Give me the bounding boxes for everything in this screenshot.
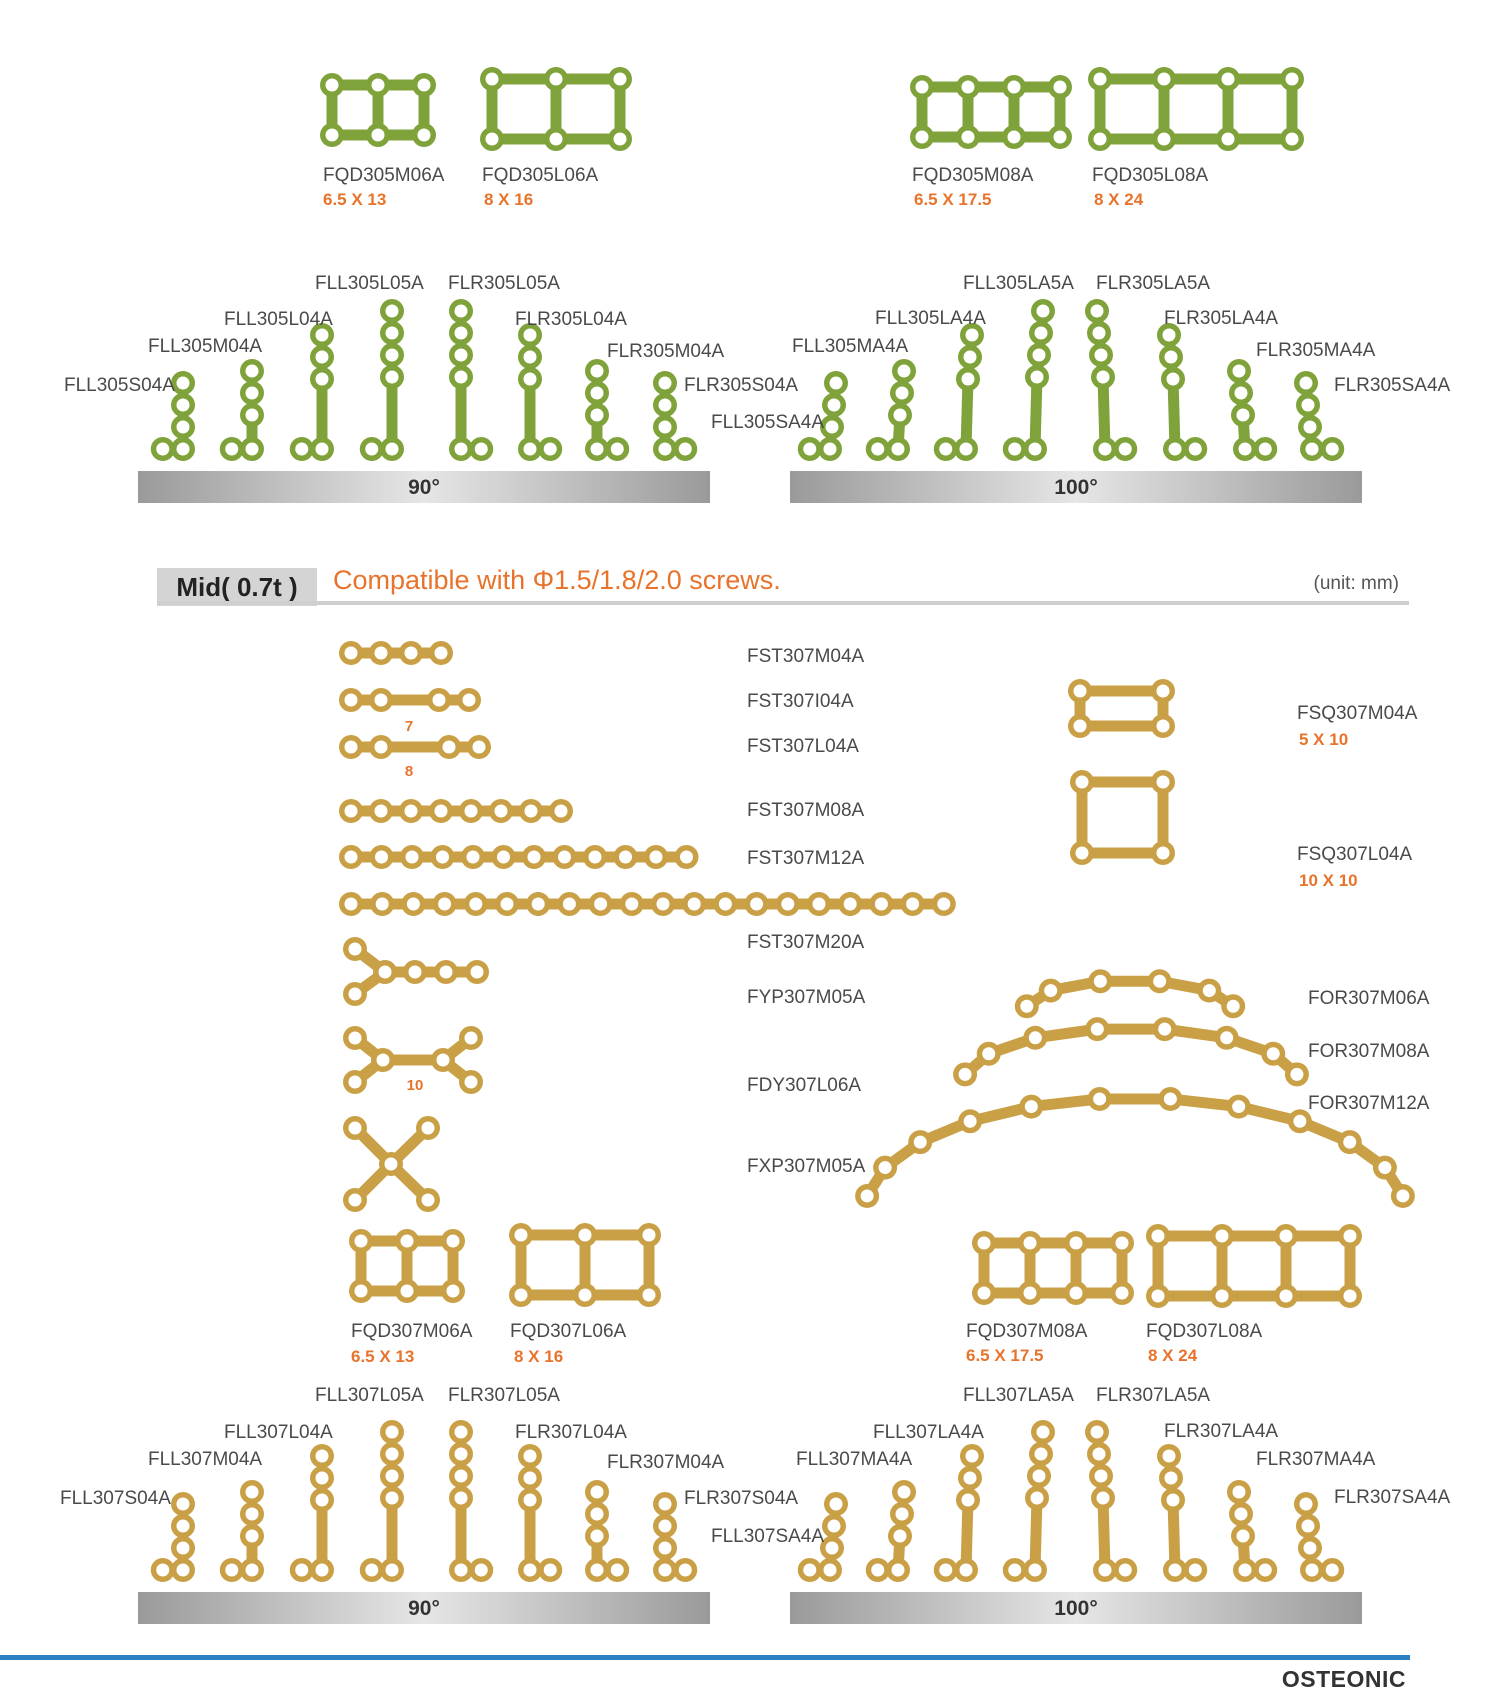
part-code: FLR307L05A — [448, 1385, 560, 1406]
part-code: FYP307M05A — [747, 987, 866, 1008]
part-dimension: 6.5 X 13 — [323, 190, 387, 209]
part-code: FLL305LA4A — [875, 308, 986, 329]
part-code: FQD307M06A — [351, 1321, 473, 1342]
part-code: FSQ307L04A — [1297, 844, 1413, 865]
part-code: FLR305LA4A — [1164, 308, 1279, 329]
part-code: FLR307LA4A — [1164, 1421, 1279, 1442]
part-code: FDY307L06A — [747, 1075, 862, 1096]
gold-l90-2 — [290, 1444, 334, 1582]
part-code: FLL307L04A — [224, 1422, 333, 1443]
part-code: FLR305L05A — [448, 273, 560, 294]
part-code: FST307I04A — [747, 691, 854, 712]
gold-l90-6 — [585, 1480, 629, 1582]
plate-fst307m08a — [339, 799, 573, 823]
green-l90-1 — [220, 359, 264, 461]
gold-l90-5 — [518, 1444, 562, 1582]
angle-label-90: 90° — [408, 476, 440, 499]
part-code: FST307M04A — [747, 646, 865, 667]
part-code: FQD307L08A — [1146, 1321, 1263, 1342]
part-code: FLL307M04A — [148, 1449, 263, 1470]
part-code: FLR307MA4A — [1256, 1449, 1376, 1470]
plate-fqd305l08a — [1088, 67, 1304, 151]
plate-fst307l04a — [339, 735, 491, 759]
section-divider — [157, 601, 1409, 605]
part-code: FST307L04A — [747, 736, 859, 757]
plate-fqd307m06a — [349, 1229, 465, 1303]
angle-label-100: 100° — [1054, 476, 1098, 499]
part-dimension: 8 X 24 — [1148, 1346, 1198, 1365]
green-l100-2 — [934, 323, 984, 461]
part-dimension: 8 X 24 — [1094, 190, 1144, 209]
part-code: FLL305MA4A — [792, 336, 909, 357]
gold-l90-3 — [360, 1420, 404, 1582]
part-code: FLL305SA4A — [711, 412, 825, 433]
unit-note: (unit: mm) — [1313, 573, 1399, 594]
plate-fst307m12a — [339, 845, 699, 869]
gold-l90-1 — [220, 1480, 264, 1582]
part-code: FLL307LA5A — [963, 1385, 1074, 1406]
part-code: FLR305SA4A — [1334, 375, 1451, 396]
part-code: FLR307LA5A — [1096, 1385, 1211, 1406]
part-code: FQD305L06A — [482, 165, 599, 186]
angle-label-100: 100° — [1054, 1597, 1098, 1620]
gap-dimension: 10 — [406, 1077, 424, 1094]
plate-fst307i04a — [339, 688, 481, 712]
part-code: FLR307L04A — [515, 1422, 627, 1443]
part-code: FQD305L08A — [1092, 165, 1209, 186]
gold-l100-5 — [1157, 1444, 1207, 1582]
part-code: FLR305L04A — [515, 309, 627, 330]
part-dimension: 6.5 X 17.5 — [914, 190, 992, 209]
part-dimension: 6.5 X 13 — [351, 1347, 415, 1366]
plate-fqd307l06a — [509, 1223, 661, 1307]
part-code: FST307M20A — [747, 932, 865, 953]
plate-fqd305m08a — [910, 75, 1072, 149]
part-code: FLR307M04A — [607, 1452, 725, 1473]
plate-fyp307m05a — [343, 937, 489, 1006]
gap-dimension: 7 — [404, 718, 414, 735]
part-code: FLL307SA4A — [711, 1526, 825, 1547]
green-l100-5 — [1157, 323, 1207, 461]
plate-fqd305m06a — [320, 73, 436, 147]
green-l90-5 — [518, 323, 562, 461]
part-code: FXP307M05A — [747, 1156, 866, 1177]
gold-l100-4 — [1085, 1420, 1137, 1582]
part-code: FSQ307M04A — [1297, 703, 1418, 724]
gold-l100-2 — [934, 1444, 984, 1582]
section-title: Mid( 0.7t ) — [157, 568, 317, 606]
section-note: Compatible with Φ1.5/1.8/2.0 screws. — [333, 565, 781, 595]
part-code: FLR305MA4A — [1256, 340, 1376, 361]
plate-fsq307l04a — [1070, 770, 1175, 865]
gold-l90-4 — [449, 1420, 493, 1582]
green-l100-6 — [1227, 359, 1277, 461]
part-code: FLL307L05A — [315, 1385, 424, 1406]
plate-fqd307m08a — [972, 1231, 1134, 1305]
part-code: FLL305L05A — [315, 273, 424, 294]
part-code: FLR307S04A — [684, 1488, 799, 1509]
plate-fsq307m04a — [1068, 679, 1175, 738]
part-code: FLL307LA4A — [873, 1422, 984, 1443]
green-l90-3 — [360, 299, 404, 461]
part-dimension: 8 X 16 — [514, 1347, 564, 1366]
part-code: FQD305M08A — [912, 165, 1034, 186]
part-code: FQD307M08A — [966, 1321, 1088, 1342]
part-code: FLL305LA5A — [963, 273, 1074, 294]
part-code: FOR307M12A — [1308, 1093, 1430, 1114]
part-code: FLL305L04A — [224, 309, 333, 330]
green-l100-1 — [866, 359, 916, 461]
part-code: FLR307SA4A — [1334, 1487, 1451, 1508]
part-dimension: 5 X 10 — [1299, 730, 1349, 749]
part-code: FQD307L06A — [510, 1321, 627, 1342]
plate-fqd307l08a — [1146, 1224, 1362, 1308]
part-code: FLR305M04A — [607, 341, 725, 362]
part-code: FLL305M04A — [148, 336, 263, 357]
part-code: FLR305S04A — [684, 375, 799, 396]
part-code: FLR305LA5A — [1096, 273, 1211, 294]
angle-label-90: 90° — [408, 1597, 440, 1620]
gap-dimension: 8 — [404, 763, 414, 780]
footer-line — [0, 1655, 1410, 1660]
part-code: FLL307S04A — [60, 1488, 171, 1509]
part-code: FOR307M08A — [1308, 1041, 1430, 1062]
part-code: FST307M08A — [747, 800, 865, 821]
plate-fst307m04a — [339, 641, 453, 665]
part-code: FLL305S04A — [64, 375, 175, 396]
part-code: FLL307MA4A — [796, 1449, 913, 1470]
green-l90-6 — [585, 359, 629, 461]
part-dimension: 6.5 X 17.5 — [966, 1346, 1044, 1365]
plate-fqd305l06a — [480, 67, 632, 151]
green-l100-4 — [1085, 299, 1137, 461]
plate-fxp307m05a — [343, 1116, 440, 1212]
gold-l100-1 — [866, 1480, 916, 1582]
green-l100-3 — [1003, 299, 1055, 461]
plate-fst307m20a — [339, 892, 956, 916]
part-code: FST307M12A — [747, 848, 865, 869]
plate-for307m06a — [1015, 969, 1245, 1018]
green-l90-4 — [449, 299, 493, 461]
gold-l100-6 — [1227, 1480, 1277, 1582]
part-dimension: 10 X 10 — [1299, 871, 1358, 890]
part-code: FOR307M06A — [1308, 988, 1430, 1009]
brand-logo: OSTEONIC — [1281, 1666, 1406, 1692]
part-dimension: 8 X 16 — [484, 190, 534, 209]
part-code: FQD305M06A — [323, 165, 445, 186]
gold-l100-3 — [1003, 1420, 1055, 1582]
green-l90-2 — [290, 323, 334, 461]
plate-for307m08a — [953, 1017, 1309, 1086]
